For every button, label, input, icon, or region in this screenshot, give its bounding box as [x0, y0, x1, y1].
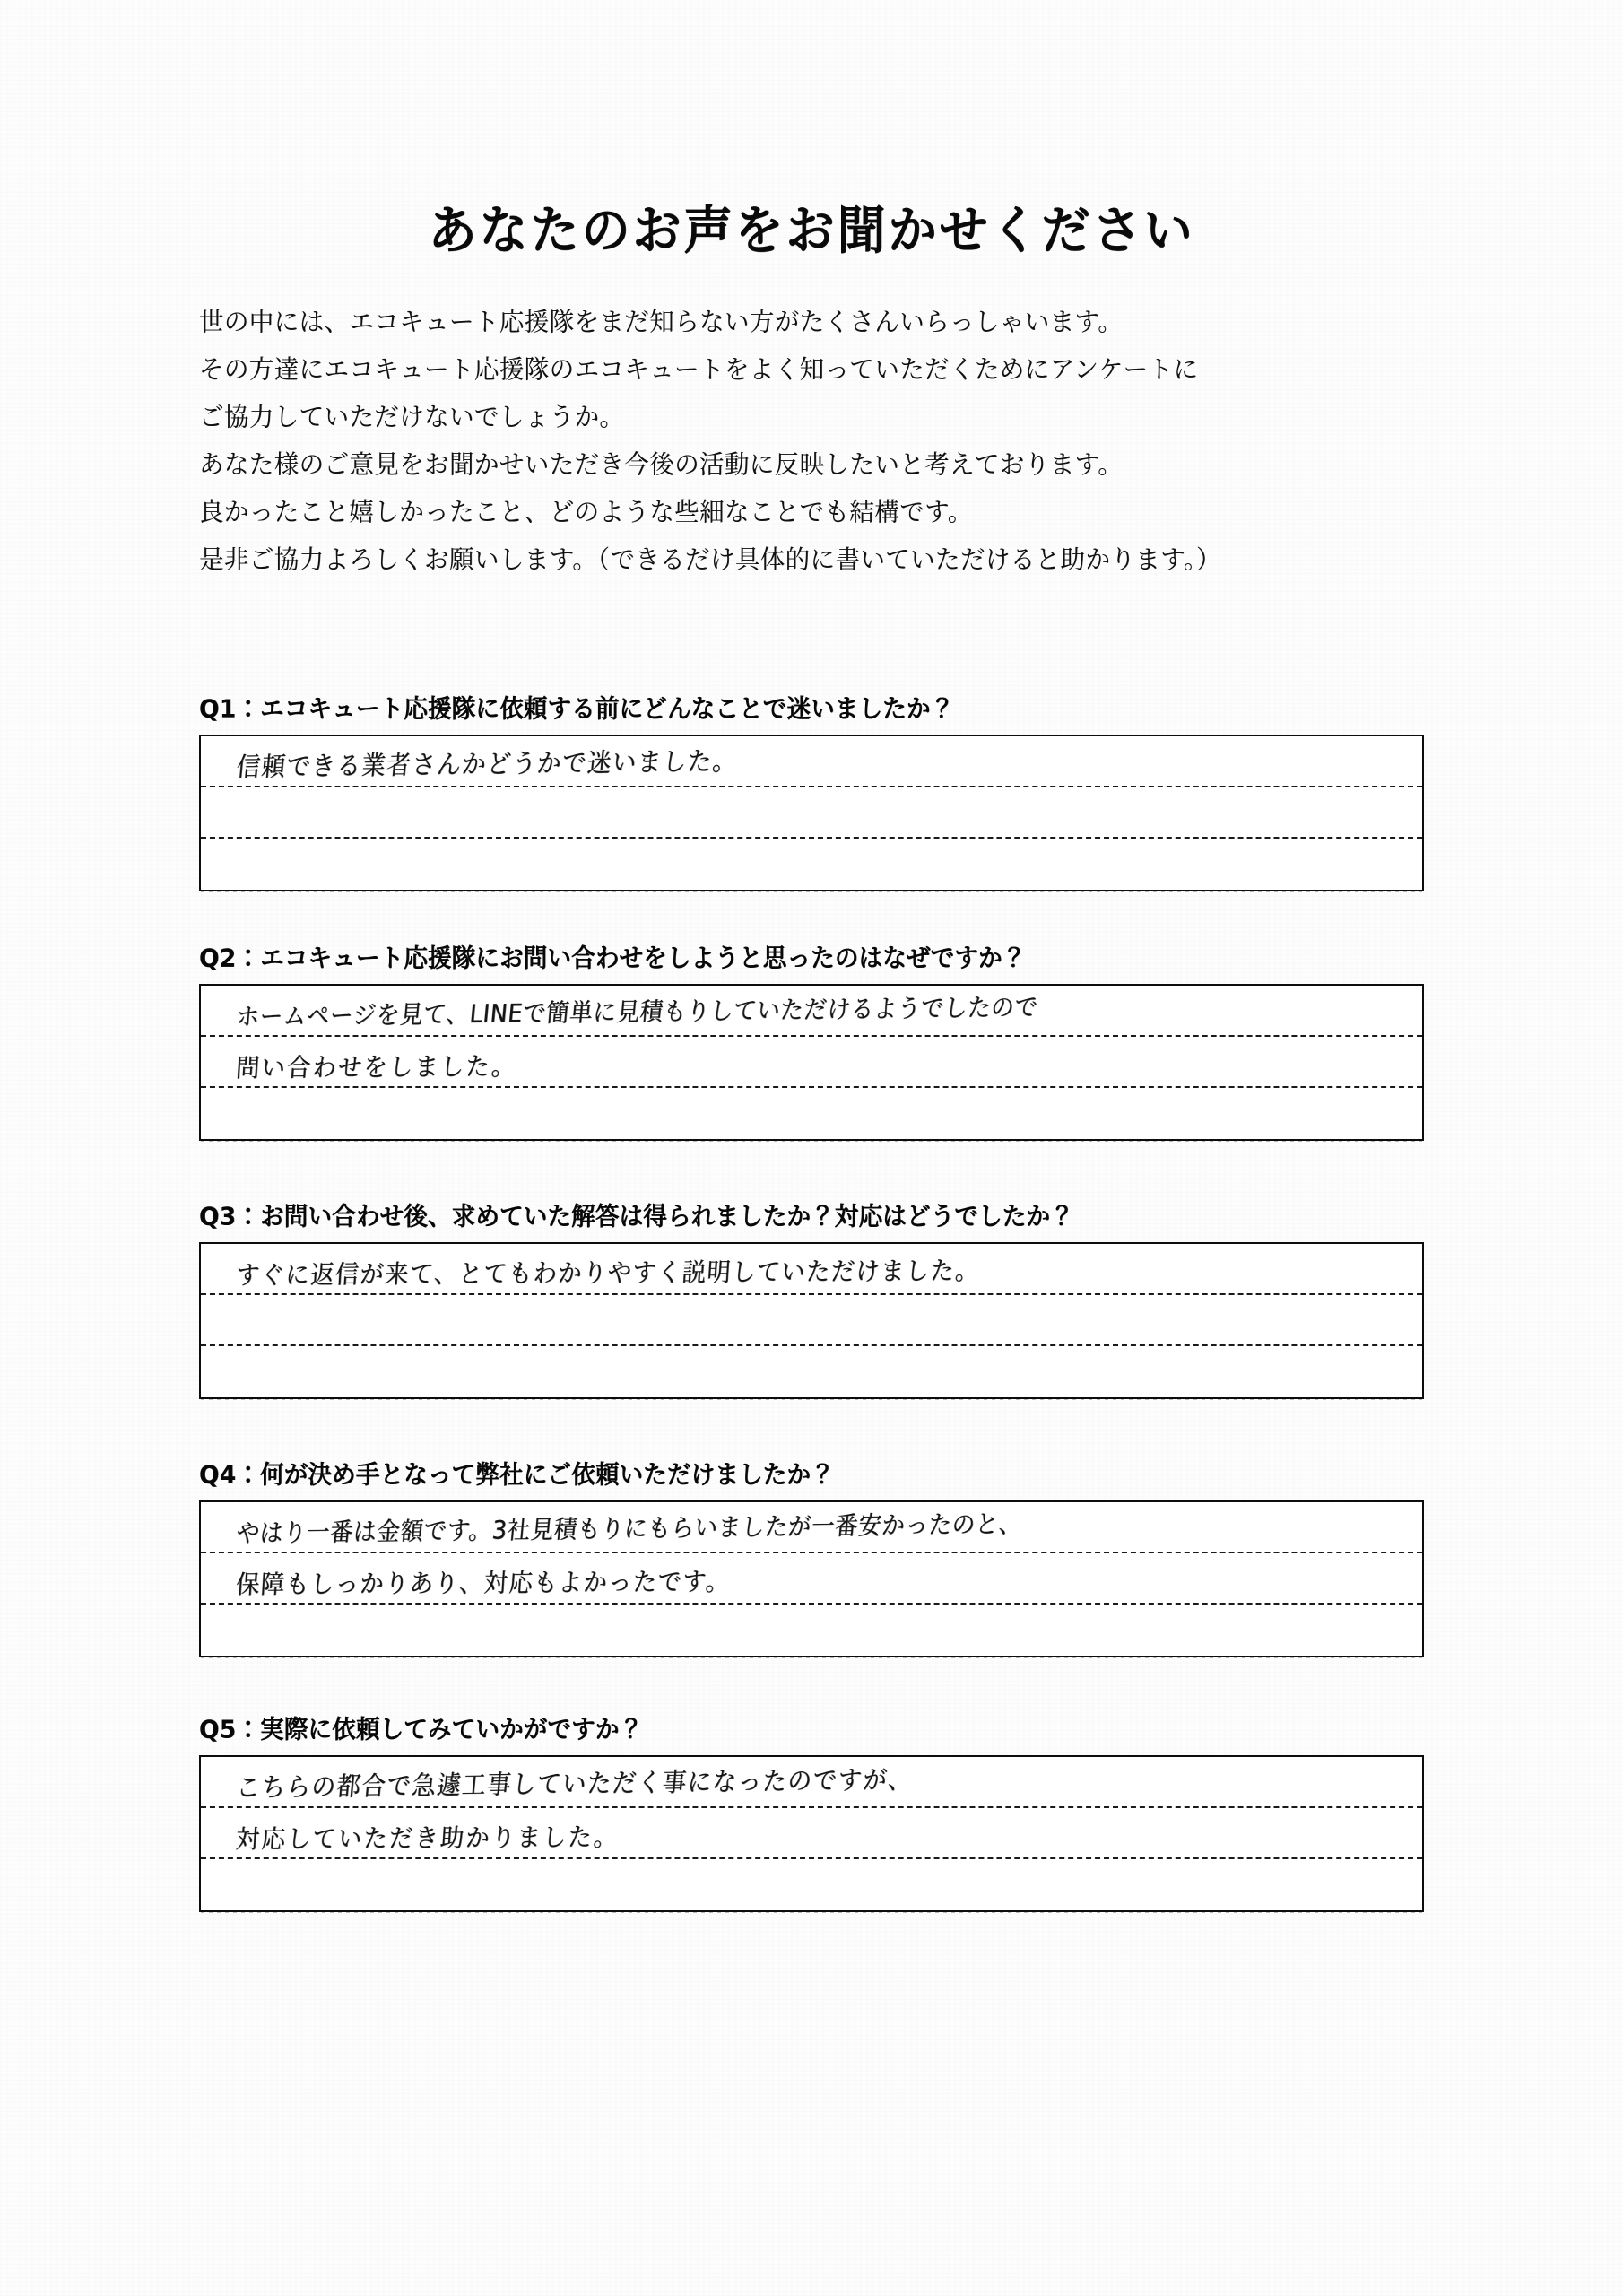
answer-row[interactable]	[201, 986, 1422, 1037]
answer-row[interactable]	[201, 1295, 1422, 1346]
question-label-q5: Q5：実際に依頼してみていかがですか？	[199, 1715, 644, 1744]
answer-row[interactable]	[201, 1088, 1422, 1139]
handwritten-answer-line: ホームページを見て、LINEで簡単に見積もりしていただけるようでしたので	[235, 992, 1040, 1031]
answer-row[interactable]	[201, 839, 1422, 890]
intro-line: 世の中には、エコキュート応援隊をまだ知らない方がたくさんいらっしゃいます。	[199, 307, 1124, 337]
handwritten-answer-line: 問い合わせをしました。	[235, 1052, 518, 1083]
question-block-q3	[199, 1196, 1424, 1399]
answer-box-q1[interactable]	[199, 735, 1424, 891]
intro-line: その方達にエコキュート応援隊のエコキュートをよく知っていただくためにアンケートに	[199, 354, 1199, 385]
answer-box-q3[interactable]	[199, 1242, 1424, 1399]
answer-box-q4[interactable]	[199, 1500, 1424, 1657]
intro-line: 良かったこと嬉しかったこと、どのような些細なことでも結構です。	[199, 497, 973, 527]
answer-box-q5[interactable]	[199, 1755, 1424, 1912]
answer-row[interactable]	[201, 1244, 1422, 1295]
answer-box-q2[interactable]	[199, 984, 1424, 1141]
answer-row[interactable]	[201, 1605, 1422, 1656]
intro-paragraph	[199, 299, 1454, 584]
answer-row[interactable]	[201, 787, 1422, 839]
answer-row[interactable]	[201, 1502, 1422, 1553]
question-label-q4: Q4：何が決め手となって弊社にご依頼いただけましたか？	[199, 1460, 835, 1490]
answer-row[interactable]	[201, 1757, 1422, 1808]
handwritten-answer-line: こちらの都合で急遽工事していただく事になったのですが、	[235, 1765, 915, 1804]
intro-line: あなた様のご意見をお聞かせいただき今後の活動に反映したいと考えております。	[199, 449, 1124, 480]
handwritten-answer-line: 対応していただき助かりました。	[235, 1822, 621, 1855]
answer-row[interactable]	[201, 736, 1422, 787]
handwritten-answer-line: やはり一番は金額です。3社見積もりにもらいましたが一番安かったのと、	[235, 1509, 1024, 1548]
answer-row[interactable]	[201, 1808, 1422, 1859]
question-block-q4	[199, 1455, 1424, 1657]
question-block-q2	[199, 938, 1424, 1141]
answer-row[interactable]	[201, 1346, 1422, 1397]
question-label-q1: Q1：エコキュート応援隊に依頼する前にどんなことで迷いましたか？	[199, 694, 955, 724]
handwritten-answer-line: 保障もしっかりあり、対応もよかったです。	[235, 1567, 732, 1600]
answer-row[interactable]	[201, 1553, 1422, 1605]
handwritten-answer-line: 信頼できる業者さんかどうかで迷いました。	[235, 746, 740, 783]
question-block-q5	[199, 1709, 1424, 1912]
question-label-q3: Q3：お問い合わせ後、求めていた解答は得られましたか？対応はどうでしたか？	[199, 1202, 1074, 1231]
intro-line: 是非ご協力よろしくお願いします。（できるだけ具体的に書いていただけると助かります。）	[199, 544, 1221, 575]
intro-line: ご協力していただけないでしょうか。	[199, 402, 625, 432]
answer-row[interactable]	[201, 1859, 1422, 1910]
answer-row[interactable]	[201, 1037, 1422, 1088]
handwritten-answer-line: すぐに返信が来て、とてもわかりやすく説明していただけました。	[235, 1257, 981, 1291]
question-label-q2: Q2：エコキュート応援隊にお問い合わせをしようと思ったのはなぜですか？	[199, 944, 1027, 973]
question-block-q1	[199, 689, 1424, 891]
page-title: あなたのお声をお聞かせください	[428, 200, 1195, 261]
